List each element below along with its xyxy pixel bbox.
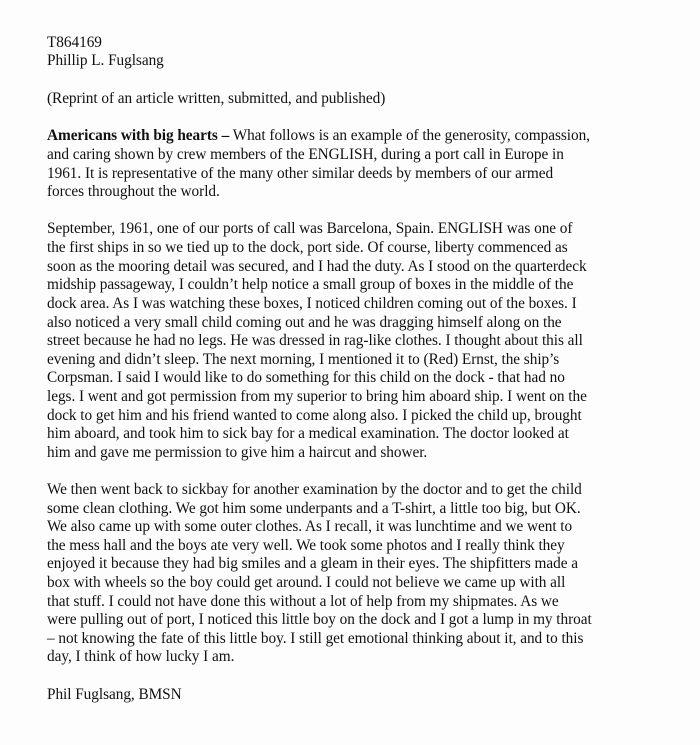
paragraph-line: We also came up with some outer clothes. As I recall, it was lunchtime and we went to	[47, 518, 573, 535]
intro-line-2: and caring shown by crew members of the ENGLISH, during a port call in Europe in	[47, 146, 564, 163]
paragraph-line: enjoyed it because they had big smiles and a gleam in their eyes. The shipfitters made a	[47, 555, 578, 572]
article-title: Americans with big hearts –	[47, 127, 230, 144]
intro-line-1	[47, 126, 590, 145]
paragraph-line: the first ships in so we tied up to the dock, port side. Of course, liberty commenced as	[47, 239, 568, 256]
paragraph-line: September, 1961, one of our ports of call was Barcelona, Spain. ENGLISH was one of	[47, 220, 573, 237]
paragraph-line: Corpsman. I said I would like to do something for this child on the dock - that had no	[47, 369, 565, 386]
paragraph-line: dock area. As I was watching these boxes, I noticed children coming out of the boxes. I	[47, 295, 577, 312]
signature: Phil Fuglsang, BMSN	[47, 686, 182, 703]
paragraph-line: soon as the mooring detail was secured, and I had the duty. As I stood on the quarterdeck	[47, 258, 587, 275]
intro-line-3: 1961. It is representative of the many other similar deeds by members of our armed	[47, 165, 554, 182]
intro-line-4: forces throughout the world.	[47, 183, 220, 200]
paragraph-line: that stuff. I could not have done this without a lot of help from my shipmates. As we	[47, 593, 559, 610]
paragraph-line: day, I think of how lucky I am.	[47, 648, 235, 665]
paragraph-line: street because he had no legs. He was dressed in rag-like clothes. I thought about this all	[47, 332, 583, 349]
paragraph-line: some clean clothing. We got him some underpants and a T-shirt, a little too big, but OK.	[47, 500, 581, 517]
paragraph-line: evening and didn’t sleep. The next morning, I mentioned it to (Red) Ernst, the ship’s	[47, 351, 560, 368]
paragraph-line: box with wheels so the boy could get around. I could not believe we came up with all	[47, 574, 566, 591]
reprint-note: (Reprint of an article written, submitted, and published)	[47, 90, 386, 107]
paragraph-line: legs. I went and got permission from my superior to bring him aboard ship. I went on the	[47, 388, 587, 405]
paragraph-line: him and gave me permission to give him a haircut and shower.	[47, 444, 428, 461]
paragraph-line: also noticed a very small child coming out and he was dragging himself along on the	[47, 314, 562, 331]
intro-text: What follows is an example of the generosity, compassion,	[229, 127, 590, 144]
paragraph-line: dock to get him and his friend wanted to come along also. I picked the child up, brought	[47, 407, 582, 424]
paragraph-line: We then went back to sickbay for another examination by the doctor and to get the child	[47, 481, 582, 498]
paragraph-line: him aboard, and took him to sick bay for a medical examination. The doctor looked at	[47, 425, 569, 442]
paragraph-line: the mess hall and the boys ate very well. We took some photos and I really think they	[47, 537, 565, 554]
paragraph-line: were pulling out of port, I noticed this little boy on the dock and I got a lump in my throat	[47, 611, 592, 628]
author-name: Phillip L. Fuglsang	[47, 52, 164, 69]
paragraph-line: – not knowing the fate of this little boy. I still get emotional thinking about it, and to this	[47, 630, 584, 647]
document-id: T864169	[47, 34, 102, 51]
paragraph-line: midship passageway, I couldn’t help notice a small group of boxes in the middle of the	[47, 276, 574, 293]
